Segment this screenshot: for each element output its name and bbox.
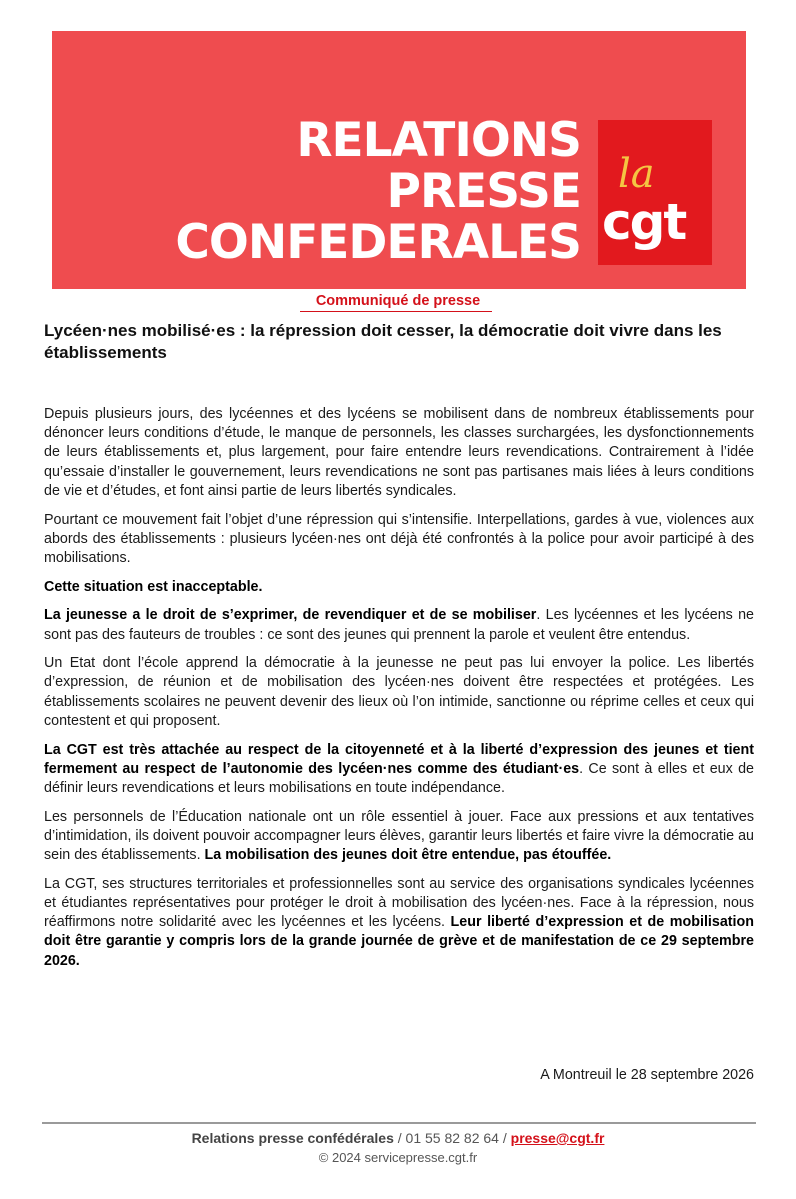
footer-divider: [42, 1122, 756, 1124]
banner-title-line: PRESSE: [386, 164, 581, 219]
bold-text: La mobilisation des jeunes doit être entendue, pas étouffée.: [204, 847, 612, 864]
paragraph: Depuis plusieurs jours, des lycéennes et des lycéens se mobilisent dans de nombreux établissements pour dénoncer leurs conditions d’étude, le manque de personnels, les classes surchargées, les dysfonctionnements de leurs établissements et, plus largement, pour faire entendre leurs revendications. Contrairement à l’idée qu’essaie d’installer le gouvernement, leurs revendications ne sont pas partisanes mais liées à leurs conditions de vie et d’études, et font ainsi partie de leurs libertés syndicales.: [44, 406, 754, 499]
paragraph: [44, 606, 754, 644]
banner-title-line: RELATIONS: [296, 113, 581, 168]
regular-text: . Les lycéennes et les lycéens ne sont pas des fauteurs de troubles : ce sont des jeunes qui prennent la parole et veulent être entendus.: [44, 607, 754, 643]
footer-copyright: © 2024 servicepresse.cgt.fr: [318, 1150, 478, 1165]
paragraph: Cette situation est inacceptable.: [44, 578, 263, 595]
paragraph: Pourtant ce mouvement fait l’objet d’une répression qui s’intensifie. Interpellations, gardes à vue, violences aux abords des établissements : plusieurs lycéen·nes ont déjà été confrontés à la police pour avoir participé à des mobilisations.: [44, 511, 754, 566]
label-underline: [300, 311, 492, 312]
regular-text: Les personnels de l’Éducation nationale ont un rôle essentiel à jouer. Face aux pressions et aux tentatives d’intimidation, ils doivent pouvoir accompagner leurs élèves, garantir leurs libertés et faire vivre la démocratie au sein des établissements.: [44, 808, 754, 864]
footer-phone: 01 55 82 82 64: [405, 1130, 499, 1146]
regular-text: . Ce sont à elles et eux de définir leurs revendications et leurs mobilisations en toute indépendance.: [44, 760, 754, 796]
logo-cgt-text: cgt: [602, 193, 686, 251]
document-type-label: Communiqué de presse: [315, 293, 481, 309]
paragraph: [44, 808, 754, 866]
footer-separator: /: [498, 1130, 511, 1146]
cgt-logo: [598, 120, 712, 265]
bold-text: La jeunesse a le droit de s’exprimer, de revendiquer et de se mobiliser: [44, 607, 537, 624]
bold-text: La CGT est très attachée au respect de la citoyenneté et à la liberté d’expression des jeunes et tient fermement au respect de l’autonomie des lycéen·nes comme des étudiant·es: [44, 741, 754, 777]
bold-text: Leur liberté d’expression et de mobilisation doit être garantie y compris lors de la grande journée de grève et de manifestation de ce 29 septembre 2026.: [44, 914, 754, 969]
press-release-body: [44, 405, 754, 980]
footer-email-link[interactable]: presse@cgt.fr: [510, 1130, 605, 1146]
banner-title: [175, 115, 581, 268]
footer-separator: /: [393, 1130, 406, 1146]
footer-org: Relations presse confédérales: [191, 1130, 394, 1146]
signature-date: A Montreuil le 28 septembre 2026: [540, 1067, 754, 1083]
paragraph: Un Etat dont l’école apprend la démocratie à la jeunesse ne peut pas lui envoyer la police. Les libertés d’expression, de réunion et de mobilisation des lycéen·nes doivent être respectées et protégées. Les établissements scolaires ne peuvent devenir des lieux où l’on intimide, sanctionne ou réprime celles et ceux qui contestent et qui proposent.: [44, 655, 754, 729]
footer-contact: [0, 1130, 796, 1146]
paragraph: [44, 741, 754, 799]
logo-la-text: la: [618, 151, 655, 197]
page-title: Lycéen·nes mobilisé·es : la répression doit cesser, la démocratie doit vivre dans les établissements: [44, 321, 722, 362]
banner-title-line: CONFEDERALES: [175, 215, 581, 270]
header-banner: [52, 31, 746, 289]
regular-text: La CGT, ses structures territoriales et professionnelles sont au service des organisations syndicales lycéennes et étudiantes représentatives pour protéger le droit à mobilisation des lycéen·nes. Face à la répression, nous réaffirmons notre solidarité avec les lycéennes et les lycéens.: [44, 875, 754, 931]
paragraph: [44, 875, 754, 971]
